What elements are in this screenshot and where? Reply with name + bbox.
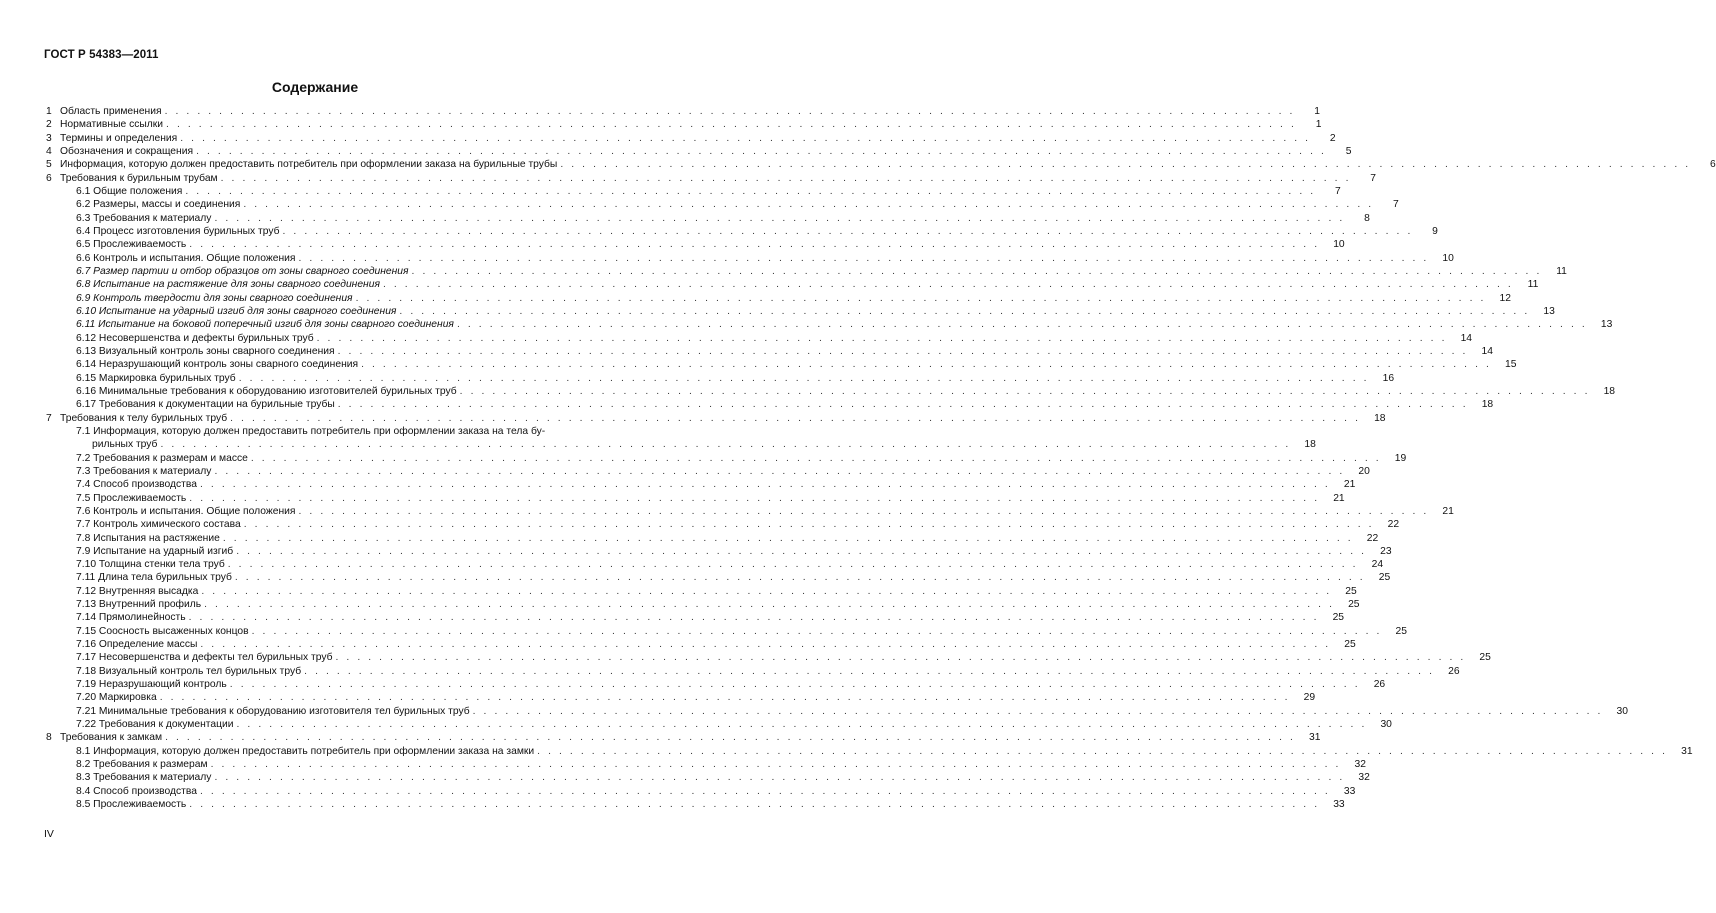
- toc-entry[interactable]: [46, 718, 1392, 731]
- dot-leader: [166, 118, 1296, 131]
- dot-leader: [223, 532, 1353, 545]
- toc-entry-page: 8: [1364, 212, 1370, 224]
- dot-leader: [228, 558, 1358, 571]
- dot-leader: [211, 758, 1341, 771]
- toc-entry-page: 10: [1333, 239, 1345, 251]
- toc-entry-page: 18: [1481, 399, 1494, 411]
- toc-entry-title: 7.3 Требования к материалу: [76, 465, 212, 477]
- toc-entry-title: 7.15 Соосность высаженных концов: [76, 625, 249, 637]
- dot-leader: [304, 665, 1434, 678]
- toc-entry-title: 6.5 Прослеживаемость: [76, 239, 187, 251]
- toc-entry-title: 7.11 Длина тела бурильных труб: [76, 572, 232, 584]
- toc-entry-title: 6.3 Требования к материалу: [76, 212, 212, 224]
- toc-entry-title: 7.20 Маркировка: [76, 692, 157, 704]
- toc-entry-title: 7.12 Внутренняя высадка: [76, 585, 199, 597]
- dot-leader: [204, 598, 1334, 611]
- dot-leader: [383, 278, 1513, 291]
- dot-leader: [412, 265, 1542, 278]
- toc-entry-title: 6.2 Размеры, массы и соединения: [76, 199, 241, 211]
- dot-leader: [537, 745, 1667, 758]
- toc-entry-page: 22: [1366, 532, 1379, 544]
- toc-entry-number: 1: [46, 106, 52, 117]
- toc-entry-title: 7.6 Контроль и испытания. Общие положения: [76, 505, 296, 517]
- dot-leader: [251, 452, 1381, 465]
- dot-leader: [356, 292, 1486, 305]
- toc-entry[interactable]: [46, 505, 1454, 518]
- toc-entry[interactable]: [46, 332, 1473, 345]
- toc-entry-number: 3: [46, 132, 52, 144]
- dot-leader: [298, 252, 1428, 265]
- toc-entry-page: 13: [1600, 319, 1613, 331]
- dot-leader: [243, 198, 1373, 211]
- dot-leader: [214, 771, 1344, 784]
- dot-leader: [338, 398, 1468, 411]
- dot-leader: [160, 438, 1290, 451]
- toc-entry-page: 1: [1315, 119, 1322, 131]
- toc-entry[interactable]: [46, 465, 1370, 478]
- toc-entry-title: 6.9 Контроль твердости для зоны сварного соединения: [76, 292, 353, 304]
- dot-leader: [560, 158, 1690, 171]
- toc-entry-title: 7.13 Внутренний профиль: [76, 599, 202, 611]
- toc-entry-page: 22: [1387, 519, 1400, 531]
- toc-entry-page: 20: [1358, 465, 1370, 477]
- toc-entry-title: Информация, которую должен предоставить потребитель при оформлении заказа на бурильные трубы: [60, 159, 558, 171]
- toc-entry-page: 26: [1373, 679, 1386, 691]
- page-number: IV: [44, 828, 54, 840]
- dot-leader: [235, 571, 1365, 584]
- dot-leader: [165, 105, 1295, 118]
- toc-entry[interactable]: [46, 571, 1391, 584]
- toc-entry[interactable]: [46, 318, 1613, 331]
- toc-entry-title: 7.18 Визуальный контроль тел бурильных труб: [76, 665, 302, 677]
- toc-entry-page: 21: [1343, 479, 1356, 491]
- toc-entry-page: 18: [1603, 385, 1616, 397]
- toc-entry-number: 8: [46, 732, 52, 744]
- toc-entry-page: 7: [1393, 199, 1399, 211]
- toc-entry-page: 9: [1432, 225, 1438, 237]
- toc-entry[interactable]: [46, 798, 1345, 811]
- toc-entry[interactable]: [46, 238, 1345, 251]
- toc-entry[interactable]: [46, 478, 1356, 491]
- dot-leader: [221, 172, 1351, 185]
- dot-leader: [361, 358, 1491, 371]
- toc-entry-page: 25: [1348, 599, 1360, 611]
- toc-entry[interactable]: [46, 412, 1386, 425]
- toc-entry-page: 23: [1380, 545, 1392, 557]
- toc-entry-page: 25: [1344, 639, 1356, 651]
- toc-entry[interactable]: [46, 345, 1494, 358]
- toc-entry[interactable]: [46, 158, 1716, 171]
- dot-leader: [185, 185, 1315, 198]
- toc-entry[interactable]: [46, 372, 1395, 385]
- toc-entry-page: 7: [1370, 172, 1377, 184]
- dot-leader: [317, 332, 1447, 345]
- toc-entry-title: 7.10 Толщина стенки тела труб: [76, 559, 225, 571]
- toc-entry[interactable]: [46, 678, 1386, 691]
- dot-leader: [189, 492, 1319, 505]
- toc-entry[interactable]: [46, 532, 1379, 545]
- toc-entry[interactable]: [46, 132, 1336, 145]
- toc-entry-title: 7.14 Прямолинейность: [76, 612, 186, 624]
- dot-leader: [180, 132, 1310, 145]
- toc-entry[interactable]: [46, 292, 1511, 305]
- toc-entry[interactable]: [46, 385, 1616, 398]
- dot-leader: [230, 678, 1360, 691]
- dot-leader: [196, 145, 1326, 158]
- toc-entry-title: 6.12 Несовершенства и дефекты бурильных труб: [76, 332, 314, 344]
- page-title: Содержание: [271, 79, 359, 95]
- toc-entry-title: 7.22 Требования к документации: [76, 719, 234, 731]
- toc-entry[interactable]: [46, 398, 1494, 411]
- toc-entry[interactable]: [46, 225, 1438, 238]
- toc-entry-title: Нормативные ссылки: [60, 119, 164, 131]
- toc-entry-page: 26: [1448, 665, 1460, 677]
- toc-entry-title: 7.1 Информация, которую должен предоставить потребитель при оформлении заказа на тела бу-: [76, 425, 546, 437]
- toc-entry[interactable]: [46, 625, 1407, 638]
- toc-entry-page: 2: [1329, 132, 1336, 144]
- toc-entry-title: Требования к телу бурильных труб: [60, 412, 228, 424]
- toc-entry-title: 7.21 Минимальные требования к оборудованию изготовителя тел бурильных труб: [76, 705, 470, 717]
- dot-leader: [252, 625, 1382, 638]
- dot-leader: [189, 611, 1319, 624]
- toc-entry[interactable]: [46, 705, 1628, 718]
- toc-entry-title: 7.9 Испытание на ударный изгиб: [76, 545, 234, 557]
- dot-leader: [200, 638, 1330, 651]
- dot-leader: [283, 225, 1413, 238]
- toc-entry-page: 1: [1314, 106, 1320, 117]
- toc-entry-page: 30: [1616, 705, 1628, 717]
- toc-entry-title: 7.5 Прослеживаемость: [76, 492, 187, 504]
- toc-entry[interactable]: [46, 558, 1384, 571]
- toc-entry[interactable]: [46, 452, 1407, 465]
- dot-leader: [298, 505, 1428, 518]
- dot-leader: [200, 478, 1330, 491]
- toc-entry[interactable]: [46, 252, 1454, 265]
- toc-entry-title: 8.5 Прослеживаемость: [76, 799, 187, 811]
- toc-entry-page: 21: [1442, 505, 1454, 517]
- toc-entry[interactable]: [46, 638, 1356, 651]
- dot-leader: [165, 731, 1295, 744]
- toc-entry-title: 7.17 Несовершенства и дефекты тел бурильных труб: [76, 652, 333, 664]
- toc-entry-page: 25: [1378, 572, 1391, 584]
- toc-entry[interactable]: [46, 771, 1370, 784]
- toc-entry-number: 5: [46, 159, 52, 171]
- toc-entry-page: 31: [1681, 745, 1693, 757]
- toc-entry-page: 33: [1333, 799, 1345, 811]
- toc-entry-title: Требования к замкам: [60, 732, 163, 744]
- toc-entry[interactable]: [46, 105, 1320, 118]
- toc-entry-title: 7.2 Требования к размерам и массе: [76, 452, 248, 464]
- toc-entry-page: 14: [1481, 345, 1494, 357]
- dot-leader: [201, 585, 1331, 598]
- toc-entry-page: 11: [1556, 265, 1567, 277]
- toc-entry-page: 33: [1343, 785, 1356, 797]
- toc-entry-title: 6.11 Испытание на боковой поперечный изгиб для зоны сварного соединения: [76, 319, 454, 331]
- toc-entry-title: 8.2 Требования к размерам: [76, 759, 208, 771]
- toc-entry-page: 25: [1345, 585, 1357, 597]
- dot-leader: [200, 785, 1330, 798]
- toc-entry-page: 13: [1543, 305, 1555, 317]
- toc-entry[interactable]: [46, 492, 1345, 505]
- toc-entry[interactable]: [46, 758, 1366, 771]
- toc-entry-number: 4: [46, 145, 52, 157]
- toc-entry[interactable]: [46, 651, 1491, 664]
- page-header-standard: ГОСТ Р 54383—2011: [44, 49, 159, 61]
- toc-entry-title: 6.4 Процесс изготовления бурильных труб: [76, 225, 280, 237]
- toc-entry-page: 18: [1304, 439, 1316, 451]
- toc-entry-page: 12: [1499, 292, 1511, 304]
- dot-leader: [236, 545, 1366, 558]
- toc-entry[interactable]: [46, 545, 1392, 558]
- toc-entry-title: 6.1 Общие положения: [76, 185, 183, 197]
- toc-entry-title: Требования к бурильным трубам: [60, 172, 218, 184]
- toc-entry-title: 6.8 Испытание на растяжение для зоны сварного соединения: [76, 279, 380, 291]
- toc-entry-page: 21: [1333, 492, 1345, 504]
- toc-entry[interactable]: [46, 785, 1356, 798]
- toc-entry-page: 32: [1354, 759, 1366, 771]
- toc-entry-title: 8.1 Информация, которую должен предоставить потребитель при оформлении заказа на замки: [76, 745, 535, 757]
- toc-entry-title: 6.17 Требования к документации на бурильные трубы: [76, 399, 335, 411]
- dot-leader: [189, 238, 1319, 251]
- toc-entry-page: 25: [1395, 625, 1407, 637]
- toc-entry[interactable]: [46, 278, 1539, 291]
- toc-entry[interactable]: [46, 198, 1399, 211]
- toc-entry[interactable]: [46, 185, 1341, 198]
- table-of-contents: [46, 105, 1716, 811]
- toc-entry[interactable]: [46, 731, 1321, 744]
- toc-entry-title: Область применения: [60, 106, 162, 117]
- dot-leader: [189, 798, 1319, 811]
- dot-leader: [214, 465, 1344, 478]
- toc-entry-title: 6.15 Маркировка бурильных труб: [76, 372, 236, 384]
- toc-entry-page: 10: [1442, 252, 1454, 264]
- toc-entry-title-continued: рильных труб: [92, 439, 158, 451]
- toc-entry-page: 19: [1394, 452, 1407, 464]
- toc-entry-number: 6: [46, 172, 52, 184]
- dot-leader: [338, 345, 1468, 358]
- dot-leader: [239, 372, 1369, 385]
- toc-entry-page: 25: [1479, 652, 1491, 664]
- toc-entry-page: 24: [1371, 559, 1384, 571]
- toc-entry[interactable]: [46, 745, 1693, 758]
- toc-entry-page: 14: [1460, 332, 1473, 344]
- dot-leader: [460, 385, 1590, 398]
- dot-leader: [473, 705, 1603, 718]
- toc-entry-page: 5: [1345, 145, 1352, 157]
- toc-entry-title: 6.10 Испытание на ударный изгиб для зоны сварного соединения: [76, 305, 397, 317]
- toc-entry-page: 15: [1505, 359, 1517, 371]
- toc-entry-page: 7: [1335, 185, 1341, 197]
- dot-leader: [244, 518, 1374, 531]
- toc-entry-title: 7.16 Определение массы: [76, 639, 198, 651]
- toc-entry[interactable]: [46, 425, 1316, 452]
- toc-entry[interactable]: [46, 358, 1517, 371]
- toc-entry[interactable]: [46, 305, 1555, 318]
- toc-entry-page: 31: [1308, 732, 1321, 744]
- toc-entry-page: 25: [1332, 612, 1345, 624]
- toc-entry-page: 32: [1358, 772, 1370, 784]
- toc-entry-title: Обозначения и сокращения: [60, 145, 194, 157]
- toc-entry[interactable]: [46, 585, 1357, 598]
- toc-entry-page: 29: [1303, 692, 1316, 704]
- dot-leader: [335, 651, 1465, 664]
- toc-entry[interactable]: [46, 518, 1400, 531]
- toc-entry-page: 6: [1710, 159, 1716, 171]
- toc-entry[interactable]: [46, 691, 1316, 704]
- toc-entry-title: 6.13 Визуальный контроль зоны сварного соединения: [76, 345, 335, 357]
- dot-leader: [399, 305, 1529, 318]
- dot-leader: [237, 718, 1367, 731]
- toc-entry[interactable]: [46, 212, 1370, 225]
- toc-entry-page: 11: [1527, 279, 1539, 291]
- toc-entry-title: 8.4 Способ производства: [76, 785, 197, 797]
- toc-entry-title: 6.6 Контроль и испытания. Общие положения: [76, 252, 296, 264]
- toc-entry[interactable]: [46, 665, 1460, 678]
- toc-entry-title: 6.16 Минимальные требования к оборудованию изготовителей бурильных труб: [76, 385, 457, 397]
- toc-entry-title: 6.7 Размер партии и отбор образцов от зоны сварного соединения: [76, 265, 409, 277]
- toc-entry[interactable]: [46, 598, 1360, 611]
- dot-leader: [457, 318, 1587, 331]
- toc-entry-title: 7.8 Испытания на растяжение: [76, 532, 220, 544]
- dot-leader: [214, 212, 1344, 225]
- toc-entry-title: 7.19 Неразрушающий контроль: [76, 679, 227, 691]
- dot-leader: [230, 412, 1360, 425]
- toc-entry-title: 8.3 Требования к материалу: [76, 772, 212, 784]
- toc-entry-page: 16: [1382, 372, 1395, 384]
- toc-entry[interactable]: [46, 145, 1352, 158]
- toc-entry[interactable]: [46, 172, 1377, 185]
- toc-entry-title: Термины и определения: [60, 132, 178, 144]
- toc-entry[interactable]: [46, 118, 1322, 131]
- toc-entry[interactable]: [46, 611, 1345, 624]
- toc-entry-title: 7.7 Контроль химического состава: [76, 519, 241, 531]
- toc-entry-title: 7.4 Способ производства: [76, 479, 197, 491]
- toc-entry-page: 30: [1380, 719, 1392, 731]
- toc-entry-number: 7: [46, 412, 52, 424]
- dot-leader: [160, 691, 1290, 704]
- toc-entry[interactable]: [46, 265, 1567, 278]
- toc-entry-number: 2: [46, 119, 52, 131]
- toc-entry-title: 6.14 Неразрушающий контроль зоны сварного соединения: [76, 359, 359, 371]
- toc-entry-page: 18: [1374, 412, 1386, 424]
